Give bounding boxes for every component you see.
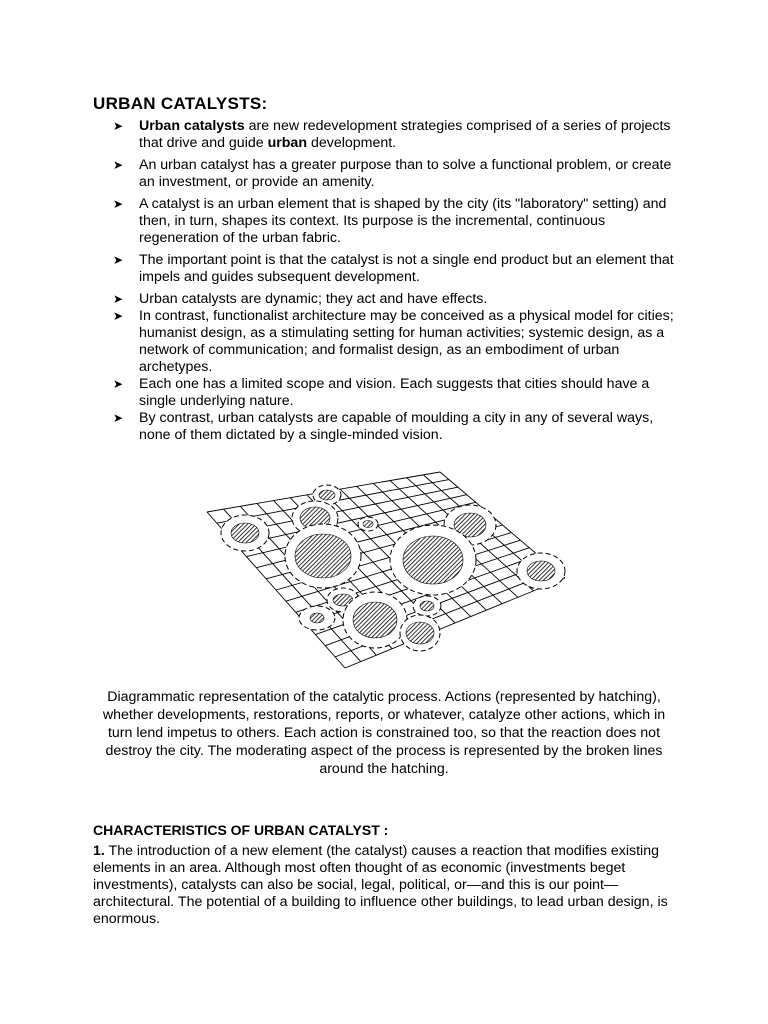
hatched-action — [295, 534, 351, 578]
bullet-text: Urban catalysts are dynamic; they act and have effects. — [139, 291, 488, 307]
bullet-text: By contrast, urban catalysts are capable of moulding a city in any of several ways, none of them dictated by a single-minded vision. — [139, 410, 654, 443]
hatched-action — [527, 561, 555, 581]
list-item — [113, 376, 683, 410]
hatched-action — [406, 622, 434, 644]
bullet-text: development. — [307, 135, 397, 151]
bullet-text: Each one has a limited scope and vision. Each suggests that cities should have a single underlying nature. — [139, 376, 650, 409]
bold-term: Urban catalysts — [139, 118, 245, 134]
hatched-action — [310, 613, 324, 623]
list-item — [113, 252, 683, 286]
hatched-action — [231, 523, 259, 543]
diagram-caption: Diagrammatic representation of the catalytic process. Actions (represented by hatching), whether developments, restorations, reports, or whatever, catalyze other actions, which in turn lend impetus to others. Each action is constrained too, so that the reaction does not destroy the city. The moderating aspect of the process is represented by the broken lines around the hatching. — [102, 689, 666, 777]
list-item — [113, 308, 683, 376]
paragraph-text: The introduction of a new element (the catalyst) causes a reaction that modifies existing elements in an area. Although most often thought of as economic (investments beget investments), catalysts can also be social, legal, political, or—and this is our point—architectural. The potential of a building to influence other buildings, to lead urban design, is enormous. — [93, 843, 668, 927]
list-item — [113, 118, 683, 152]
arrowhead-bullet-icon: ➤ — [113, 253, 124, 267]
hatched-action — [319, 490, 335, 500]
arrowhead-bullet-icon: ➤ — [113, 292, 124, 306]
arrowhead-bullet-icon: ➤ — [113, 197, 124, 211]
section-heading: URBAN CATALYSTS: — [93, 94, 268, 113]
characteristics-paragraph — [93, 843, 673, 928]
catalytic-process-diagram — [195, 470, 575, 670]
list-item — [113, 291, 683, 308]
hatched-action — [420, 601, 434, 611]
bold-term: urban — [267, 135, 307, 151]
arrowhead-bullet-icon: ➤ — [113, 411, 124, 425]
arrowhead-bullet-icon: ➤ — [113, 309, 124, 323]
list-item — [113, 196, 683, 247]
list-item — [113, 410, 683, 444]
hatched-action — [403, 536, 463, 584]
bullet-text: An urban catalyst has a greater purpose than to solve a functional problem, or create an investment, or provide an amenity. — [139, 157, 672, 190]
arrowhead-bullet-icon: ➤ — [113, 119, 124, 133]
bullet-list — [113, 118, 683, 444]
bullet-text: A catalyst is an urban element that is shaped by the city (its "laboratory" setting) and then, in turn, shapes its context. Its purpose is the incremental, continuous regeneration of the urban fabric. — [139, 196, 667, 246]
arrowhead-bullet-icon: ➤ — [113, 377, 124, 391]
list-item — [113, 157, 683, 191]
item-number: 1. — [93, 843, 105, 859]
bullet-text: In contrast, functionalist architecture may be conceived as a physical model for cities; humanist design, as a stimulating setting for human activities; systemic design, as a network of communication; and formalist design, as an embodiment of urban archetypes. — [139, 308, 674, 375]
bullet-text: are new redevelopment strategies comprised of a series of projects that drive and guide — [139, 118, 671, 151]
bullet-text: The important point is that the catalyst is not a single end product but an element that impels and guides subsequent development. — [139, 252, 674, 285]
arrowhead-bullet-icon: ➤ — [113, 158, 124, 172]
characteristics-heading: CHARACTERISTICS OF URBAN CATALYST : — [93, 822, 389, 838]
hatched-action — [353, 602, 397, 638]
hatched-action — [363, 521, 373, 528]
catalyst-circles — [221, 485, 565, 651]
